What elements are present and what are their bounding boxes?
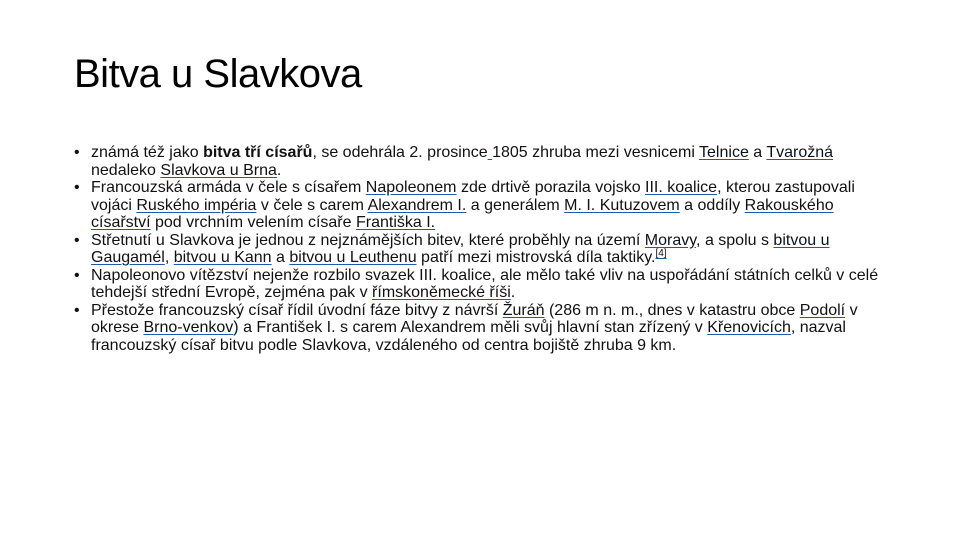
bullet-text: a xyxy=(271,249,290,266)
bullet-list xyxy=(74,144,894,354)
inline-link[interactable]: Podolí xyxy=(799,301,846,319)
inline-link[interactable]: bitvou u Gaugamél xyxy=(91,231,830,266)
bold-text: bitva tří císařů xyxy=(203,144,313,161)
bullet-marker: • xyxy=(74,179,80,196)
bullet-text: , kterou zastupovali vojáci xyxy=(91,179,855,214)
bullet-text: a xyxy=(748,144,767,161)
bullet-text: v okrese xyxy=(91,301,858,336)
inline-link[interactable]: Brno-venkov xyxy=(143,319,234,336)
bullet-item xyxy=(74,232,894,267)
inline-link[interactable]: Žuráň xyxy=(502,301,545,319)
bullet-text: ) a František I. s carem Alexandrem měli svůj hlavní stan zřízený v xyxy=(233,319,708,336)
bullet-marker: • xyxy=(74,301,80,319)
bullet-text: nedaleko xyxy=(91,161,161,179)
bullet-item xyxy=(74,267,894,302)
inline-link[interactable]: Moravy xyxy=(644,231,697,249)
bullet-text: , se odehrála 2. prosince xyxy=(312,144,488,161)
inline-link[interactable]: III. koalice xyxy=(645,179,718,196)
bullet-text: a generálem xyxy=(466,196,565,214)
bullet-text: pod vrchním velením císaře xyxy=(150,214,356,231)
bullet-item xyxy=(74,144,894,179)
bullet-text: . xyxy=(276,161,282,179)
bullet-text: v čele s carem xyxy=(256,196,368,214)
bullet-text: Střetnutí u Slavkova je jednou z nejznámějších bitev, které proběhly na území xyxy=(91,231,645,249)
bullet-text: Francouzská armáda v čele s císařem xyxy=(91,179,366,196)
bullet-marker: • xyxy=(74,266,80,284)
inline-link[interactable]: M. I. Kutuzovem xyxy=(564,196,680,214)
bullet-text: . xyxy=(510,284,516,301)
inline-link[interactable]: Telnice xyxy=(699,144,749,161)
bullet-text: , xyxy=(164,249,174,266)
slide-title: Bitva u Slavkova xyxy=(74,52,362,96)
inline-link[interactable]: Rakouského císařství xyxy=(91,196,834,231)
bullet-text: známá též jako xyxy=(91,144,204,161)
inline-link[interactable]: bitvou u Leuthenu xyxy=(289,249,417,266)
inline-link[interactable]: Křenovicích xyxy=(707,319,791,336)
inline-link[interactable]: bitvou u Kann xyxy=(173,249,272,266)
bullet-text: 1805 zhruba mezi vesnicemi xyxy=(492,144,700,161)
inline-link[interactable]: římskoněmecké říši xyxy=(372,284,511,301)
bullet-text: zde drtivě porazila vojsko xyxy=(456,179,646,196)
bullet-marker: • xyxy=(74,144,80,161)
inline-link[interactable]: Alexandrem I. xyxy=(367,196,467,214)
inline-link[interactable]: Františka I. xyxy=(355,214,436,231)
bullet-text: patří mezi mistrovská díla taktiky. xyxy=(416,249,656,266)
inline-link[interactable]: Slavkova u Brna xyxy=(160,161,277,179)
inline-link[interactable]: Tvarožná xyxy=(766,144,834,161)
inline-link[interactable]: Ruského impéria xyxy=(136,196,257,214)
bullet-text: Přestože francouzský císař řídil úvodní fáze bitvy z návrší xyxy=(91,301,503,319)
bullet-text: , a spolu s xyxy=(696,231,774,249)
bullet-text: Napoleonovo vítězství nejenže rozbilo svazek III. koalice, ale mělo také vliv na uspořádání státních celků v celé tehdejší střední Evropě, zejména pak v xyxy=(91,266,879,301)
bullet-text: , nazval francouzský císař bitvu podle Slavkova, vzdáleného od centra bojiště zhruba 9 km. xyxy=(91,319,846,354)
citation-link[interactable]: [4] xyxy=(655,248,667,259)
bullet-item xyxy=(74,179,894,232)
bullet-text: (286 m n. m., dnes v katastru obce xyxy=(544,301,800,319)
bullet-text: a oddíly xyxy=(679,196,745,214)
inline-link[interactable]: Napoleonem xyxy=(365,179,457,196)
bullet-marker: • xyxy=(74,231,80,249)
bullet-item xyxy=(74,302,894,355)
